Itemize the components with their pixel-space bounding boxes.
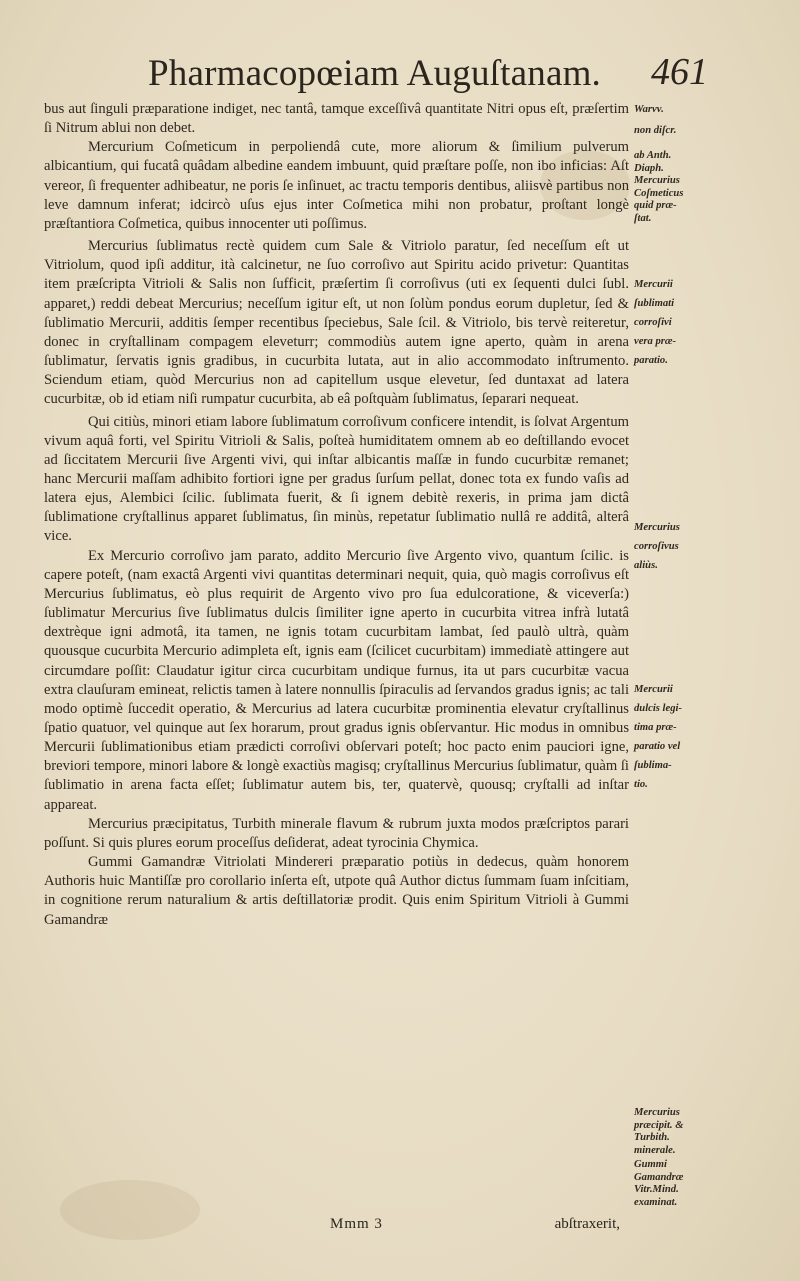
marginal-note-line: paratio vel: [634, 741, 681, 752]
marginal-note: [634, 518, 724, 575]
marginal-note-line: Mercurius: [634, 522, 680, 533]
marginal-note: [634, 680, 724, 794]
paragraph: Gummi Gamandræ Vitriolati Mindereri præparatio potiùs in dedecus, quàm honorem Authoris huic Mantiſſæ pro corollario inſerta eſt, utpote quâ Author dictus ſummam ſuam inſcitiam, in cognitione rerum naturalium & artis deſtillatoriæ prodit. Quis enim Spiritum Vitrioli à Gummi Gamandræ: [44, 854, 629, 928]
marginal-note-line: Coſmeticus: [634, 187, 684, 199]
catchword: abſtraxerit,: [554, 1216, 620, 1232]
marginal-note-line: Mercurius: [634, 1107, 680, 1118]
page-number: 461: [651, 51, 708, 93]
marginal-note-line: paratio.: [634, 355, 668, 366]
paragraph: Qui citiùs, minori etiam labore ſublimatum corroſivum conficere intendit, is ſolvat Argentum vivum aquâ forti, vel Spiritu Vitrioli & Salis, poſteà humiditatem omnem ab eo deſtillando evocet ad ſiccitatem Mercurii ſive Argenti vivi, qui inſtar albicantis maſſæ in fundo cucurbitæ remanet; hanc Mercurii maſſam adhibito fortiori igne per gradus ſurſum pellat, donec tota ex fundo vaſis ad latera ejus, Alembici ſcilic. ſublimata fuerit, & ſi ignem debitè rexeris, in prima jam dictâ ſublimatione cryſtallinus apparet ſublimatus, ſin minùs, repetatur ſublimatio nullâ re additâ, alterâ vice.: [44, 413, 629, 545]
marginal-note-line: ab Anth.: [634, 150, 672, 161]
marginal-note: [634, 150, 724, 225]
marginal-note-line: Mercurii: [634, 279, 673, 290]
marginal-note-line: Turbith.: [634, 1132, 670, 1143]
marginal-note-line: tima præ-: [634, 722, 677, 733]
running-title: Pharmacopœiam Auguſtanam.: [148, 53, 602, 94]
marginal-note: [634, 1107, 724, 1157]
marginal-note-line: Vitr.Mind.: [634, 1184, 679, 1195]
marginal-note-line: corroſivus: [634, 541, 679, 552]
paper-stain: [60, 1180, 200, 1240]
marginal-note-line: ſtat.: [634, 212, 652, 224]
marginal-note-line: quid præ-: [634, 200, 677, 211]
marginal-note-line: dulcis legi-: [634, 703, 682, 714]
marginal-note-line: ſublima-: [634, 760, 672, 771]
marginal-note-line: Diaph.: [634, 162, 664, 174]
paragraph: Ex Mercurio corroſivo jam parato, addito Mercurio ſive Argento vivo, quantum ſcilic. is capere poteſt, (nam exactâ Argenti vivi quantitas determinari nequit, quia, quò magis corroſivus eſt Mercurius ſublimatus, eò plus requirit de Argento vivo pro ſua edulcoratione, & viceverſa:) ſublimatur Mercurius ſive ſublimatus dulcis ſimiliter igne aperto in cucurbita vitrea infrà lutatâ dextrèque igni admotâ, ita tamen, ne ignis totam cucurbitam lambat, ſed paulò ultrà, quàm quousque cucurbita Mercurio adimpleta eſt, ignis eam (ſcilicet cucurbitam) immediatè attingere aut circumdare poſſit: Claudatur igitur circa cucurbitam undique furnus, ita ut pars cucurbitæ vacua extra clauſuram emineat, relictis tamen à latere nonnullis ſpiraculis ad ſervandos gradus ignis; ac tali modo optimè ſuccedit operatio, & Mercurius ad latera cucurbitæ prominentia elevatur cryſtallinus ſpatio quatuor, vel quinque aut ſex horarum, prout gradus ignis obſervantur. Hic modus in omnibus Mercurii ſublimationibus etiam prædicti corroſivi obſervari poteſt; hoc pacto enim pauciori igne, breviori tempore, minori labore & longè exactiùs magisq; cryſtallinus Mercurius ſublimatur, quàm ſi ſublimatio in arena facta eſſet; ſublimatur autem bis, ter, quatervè, quousq; cryſtalli ad inſtar appareat.: [44, 547, 629, 813]
paragraph: Mercurius ſublimatus rectè quidem cum Sale & Vitriolo paratur, ſed neceſſum eſt ut Vitriolum, quod ipſi additur, ità calcinetur, ne ſuo corroſivo aut Spiritu acido privetur: Quantitas item præſcripta Vitrioli & Salis non ſufficit, præſertim ſi corroſivus (uti ex ſequenti dulci ſubl. apparet,) reddi debeat Mercurius; neceſſum igitur eſt, ut non ſolùm pondus eorum dupletur, ſed & ſublimatio Mercurii, additis ſemper recentibus ſpeciebus, Sale ſcil. & Vitriolo, bis tervè reiteretur, donec in cryſtallinam compagem eleveturr; commodiùs autem igne aperto, quàm in arena ſublimatur, ſervatis ignis gradibus, in cucurbita lutata, aut in alio accommodato inſtrumento. Sciendum etiam, quòd Mercurius non ad capitellum usque elevetur, ſed duntaxat ad latera cucurbitæ, ob id etiam niſi rumpatur cucurbita, ab eâ poſtquàm ſublimatus, ſeparari nequeat.: [44, 238, 629, 408]
main-text: [44, 100, 629, 930]
marginal-note-line: vera præ-: [634, 336, 677, 347]
marginal-note-line: Mercurii: [634, 684, 673, 695]
paragraph: Mercurius præcipitatus, Turbith minerale flavum & rubrum juxta modos præſcriptos parari poſſunt. Si quis plures eorum proceſſus deſiderat, adeat tyrocinia Chymica.: [44, 815, 629, 851]
marginal-note-line: Mercurius: [634, 175, 680, 186]
paragraph: bus aut ſinguli præparatione indiget, nec tantâ, tamque exceſſivâ quantitate Nitri opus eſt, præſertim ſi Nitrum ablui non debet.: [44, 101, 629, 137]
marginal-note-line: non diſcr.: [634, 124, 677, 136]
marginal-note-line: Warvv.: [634, 104, 664, 115]
marginal-note-line: aliùs.: [634, 560, 658, 571]
signature-mark: Mmm 3: [330, 1216, 383, 1232]
marginal-note: [634, 1159, 724, 1209]
marginal-note-line: ſublimati: [634, 298, 675, 309]
marginal-note-line: tio.: [634, 779, 648, 790]
paragraph: Mercurium Coſmeticum in perpoliendâ cute, more aliorum & ſimilium pulverum albicantium, qui fucatâ quâdam albedine eandem imbuunt, quid præſtare poſſe, non ibo inficias: Aſt vereor, ſi frequenter adhibeatur, ne poris ſe inſinuet, ac tractu temporis dentibus, aliisvè partibus non leve damnum inferat; idcircò uſus ejus inter Coſmetica mihi non probatur, proſtant longè præſtantiora Coſmetica, quibus innocenter uti poſſimus.: [44, 139, 629, 232]
marginal-note-line: Gamandræ: [634, 1171, 684, 1183]
marginal-note-line: præcipit. &: [634, 1119, 684, 1131]
marginal-note-line: minerale.: [634, 1144, 676, 1156]
marginal-note: [634, 275, 724, 370]
catchline: [330, 1216, 620, 1236]
marginal-note: [634, 104, 724, 137]
page-header: [148, 52, 708, 100]
marginal-note-line: corroſivi: [634, 317, 672, 328]
marginal-note-line: examinat.: [634, 1196, 678, 1208]
marginal-note-line: Gummi: [634, 1159, 667, 1170]
